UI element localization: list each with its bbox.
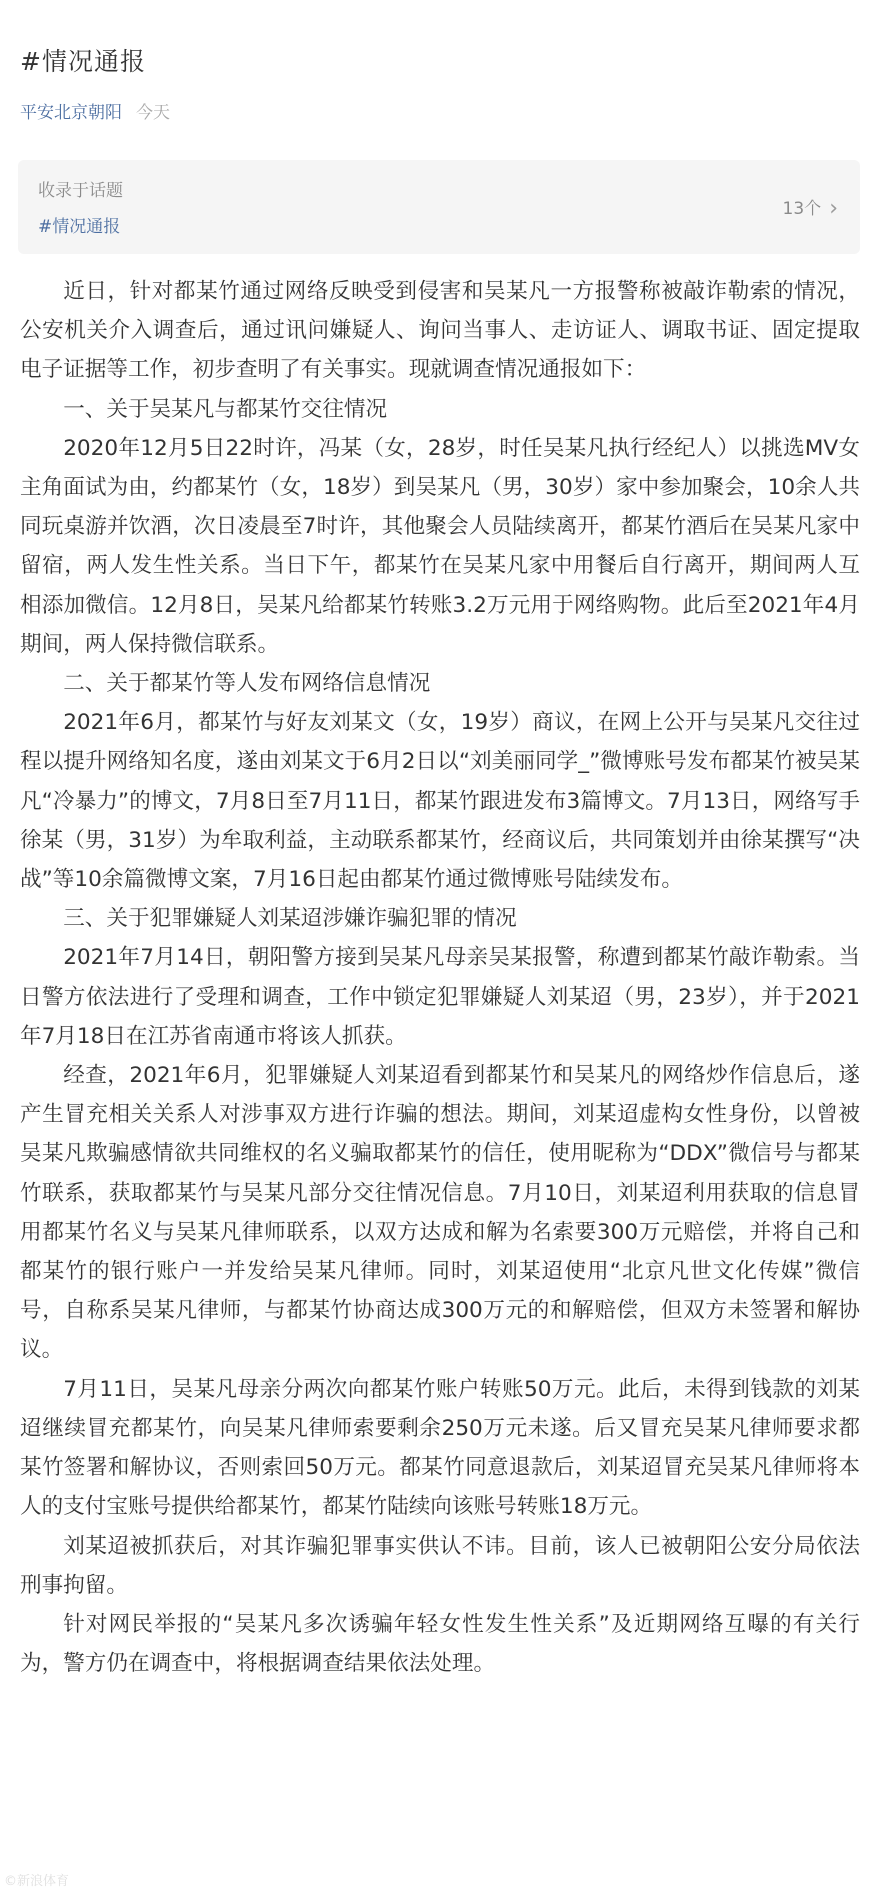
paragraph-intro: 近日，针对都某竹通过网络反映受到侵害和吴某凡一方报警称被敲诈勒索的情况，公安机关介入调查后，通过讯问嫌疑人、询问当事人、走访证人、调取书证、固定提取电子证据等工作，初步查明了有关事实。现就调查情况通报如下：: [20, 279, 860, 383]
section-heading-3: 三、关于犯罪嫌疑人刘某迢涉嫌诈骗犯罪的情况: [63, 906, 517, 932]
paragraph: 针对网民举报的“吴某凡多次诱骗年轻女性发生性关系”及近期网络互曝的有关行为，警方仍在调查中，将根据调查结果依法处理。: [20, 1611, 860, 1677]
paragraph: 2021年6月，都某竹与好友刘某文（女，19岁）商议，在网上公开与吴某凡交往过程以提升网络知名度，遂由刘某文于6月2日以“刘美丽同学_”微博账号发布都某竹被吴某凡“冷暴力”的博文，7月8日至7月11日，都某竹跟进发布3篇博文。7月13日，网络写手徐某（男，31岁）为牟取利益，主动联系都某竹，经商议后，共同策划并由徐某撰写“决战”等10余篇微博文案，7月16日起由都某竹通过微博账号陆续发布。: [20, 710, 860, 893]
paragraph: 7月11日，吴某凡母亲分两次向都某竹账户转账50万元。此后，未得到钱款的刘某迢继续冒充都某竹，向吴某凡律师索要剩余250万元未遂。后又冒充吴某凡律师要求都某竹签署和解协议，否则索回50万元。都某竹同意退款后，刘某迢冒充吴某凡律师将本人的支付宝账号提供给都某竹，都某竹陆续向该账号转账18万元。: [20, 1376, 860, 1520]
article-body: [20, 272, 860, 1683]
section-heading-2: 二、关于都某竹等人发布网络信息情况: [63, 671, 431, 697]
paragraph: 2020年12月5日22时许，冯某（女，28岁，时任吴某凡执行经纪人）以挑选MV女主角面试为由，约都某竹（女，18岁）到吴某凡（男，30岁）家中参加聚会，10余人共同玩桌游并饮酒，次日凌晨至7时许，其他聚会人员陆续离开，都某竹酒后在吴某凡家中留宿，两人发生性关系。当日下午，都某竹在吴某凡家中用餐后自行离开，期间两人互相添加微信。12月8日，吴某凡给都某竹转账3.2万元用于网络购物。此后至2021年4月期间，两人保持微信联系。: [20, 435, 860, 657]
section-heading-1: 一、关于吴某凡与都某竹交往情况: [63, 396, 388, 422]
publish-time: 今天: [136, 103, 170, 123]
paragraph: 刘某迢被抓获后，对其诈骗犯罪事实供认不讳。目前，该人已被朝阳公安分局依法刑事拘留。: [20, 1533, 860, 1598]
paragraph: 2021年7月14日，朝阳警方接到吴某凡母亲吴某报警，称遭到都某竹敲诈勒索。当日警方依法进行了受理和调查，工作中锁定犯罪嫌疑人刘某迢（男，23岁），并于2021年7月18日在江苏省南通市将该人抓获。: [20, 945, 860, 1049]
topic-caption: 收录于话题: [38, 181, 123, 201]
topic-tag-link[interactable]: #情况通报: [38, 217, 121, 237]
article-title: #情况通报: [20, 47, 146, 76]
topic-count-link[interactable]: [783, 194, 838, 221]
chevron-right-icon: ›: [829, 196, 838, 221]
topic-count: 13个: [782, 199, 822, 219]
author-link[interactable]: 平安北京朝阳: [20, 103, 122, 123]
watermark: ©新浪体育: [4, 1874, 70, 1889]
paragraph: 经查，2021年6月，犯罪嫌疑人刘某迢看到都某竹和吴某凡的网络炒作信息后，遂产生冒充相关关系人对涉事双方进行诈骗的想法。期间，刘某迢虚构女性身份，以曾被吴某凡欺骗感情欲共同维权的名义骗取都某竹的信任，使用昵称为“DDX”微信号与都某竹联系，获取都某竹与吴某凡部分交往情况信息。7月10日，刘某迢利用获取的信息冒用都某竹名义与吴某凡律师联系，以双方达成和解为名索要300万元赔偿，并将自己和都某竹的银行账户一并发给吴某凡律师。同时，刘某迢使用“北京凡世文化传媒”微信号，自称系吴某凡律师，与都某竹协商达成300万元的和解赔偿，但双方未签署和解协议。: [20, 1063, 860, 1363]
topic-card[interactable]: [18, 160, 860, 254]
article-meta: [20, 98, 170, 123]
